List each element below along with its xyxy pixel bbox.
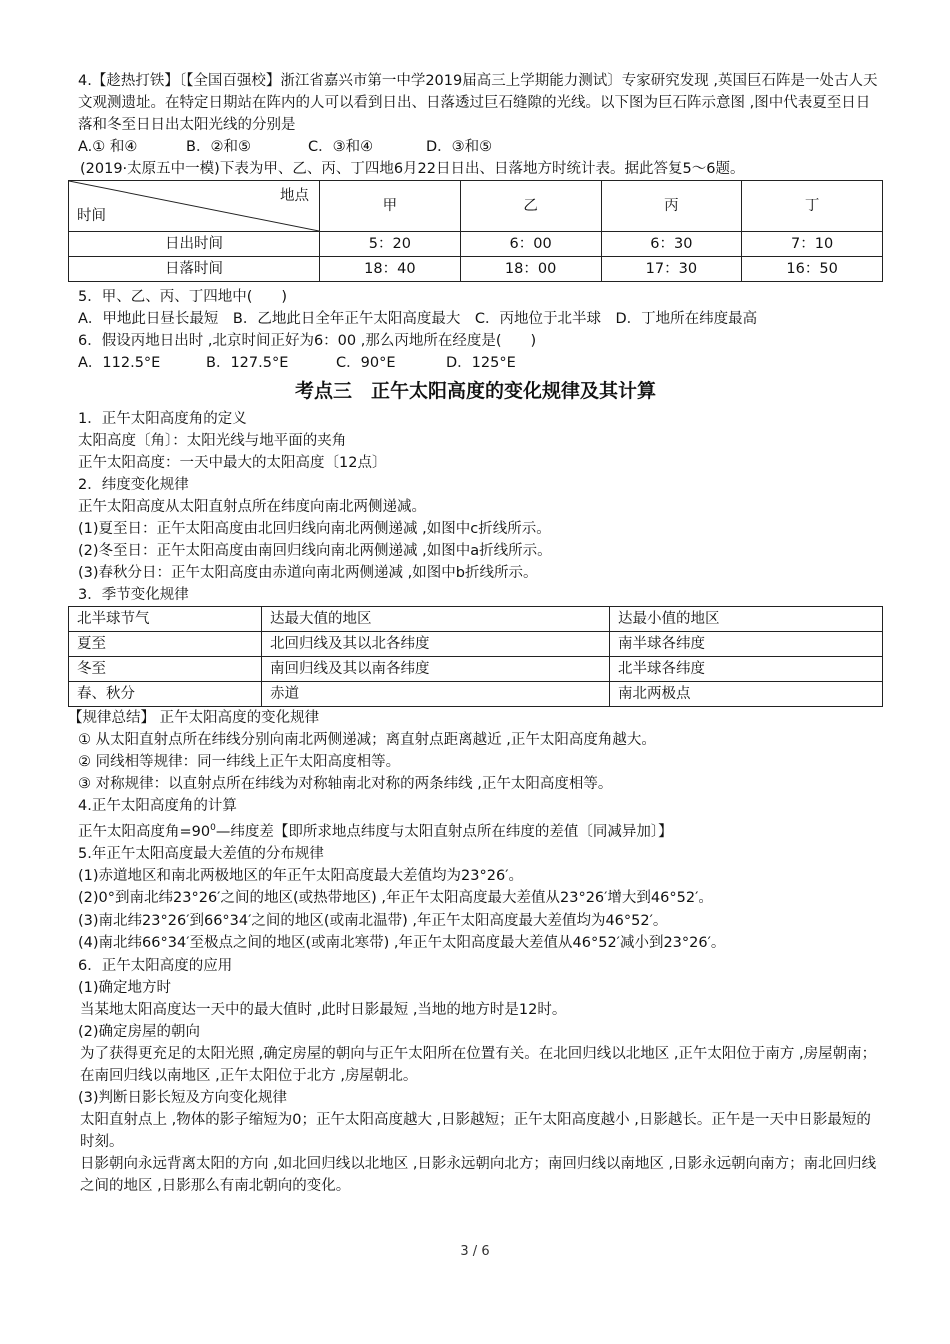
q4-option-c: C．③和④	[308, 139, 374, 155]
s2-line: (2)冬至日：正午太阳高度由南回归线向南北两侧递减 ,如图中a折线所示。	[78, 543, 552, 559]
table-cell: 南回归线及其以南各纬度	[262, 657, 610, 682]
s1-line: 正午太阳高度：一天中最大的太阳高度〔12点〕	[78, 455, 387, 471]
table-cell: 北半球各纬度	[610, 657, 883, 682]
summary-line: ② 同线相等规律：同一纬线上正午太阳高度相等。	[78, 754, 401, 770]
table-cell: 5：20	[320, 232, 461, 257]
q4-options	[68, 136, 883, 158]
s6-sub1-title: (1)确定地方时	[78, 979, 172, 996]
table-row	[69, 657, 883, 682]
s2-line: (1)夏至日：正午太阳高度由北回归线向南北两侧递减 ,如图中c折线所示。	[78, 521, 551, 537]
sunrise-sunset-table	[68, 180, 883, 282]
q4-option-a: A.① 和④	[78, 139, 138, 155]
q4-option-b: B．②和⑤	[186, 139, 251, 155]
place-header: 丙	[601, 181, 742, 232]
s6-sub3-title: (3)判断日影长短及方向变化规律	[78, 1089, 288, 1106]
s6-sub3-text: 太阳直射点上 ,物体的影子缩短为0；正午太阳高度越大 ,日影越短；正午太阳高度越小 ,日影越长。正午是一天中日影最短的时刻。	[80, 1111, 871, 1150]
s5-title: 5.年正午太阳高度最大差值的分布规律	[78, 845, 324, 862]
table-cell: 6：00	[460, 232, 601, 257]
corner-label-time: 时间	[77, 208, 106, 224]
table-row	[69, 232, 883, 257]
table-header: 达最大值的地区	[262, 607, 610, 632]
summary-line: ③ 对称规律：以直射点所在纬线为对称轴南北对称的两条纬线 ,正午太阳高度相等。	[78, 776, 613, 792]
s5-line: (1)赤道地区和南北两极地区的年正午太阳高度最大差值均为23°26′。	[78, 867, 523, 884]
q6-option-c: C．90°E	[336, 355, 396, 371]
table-row	[69, 257, 883, 282]
table-cell: 17：30	[601, 257, 742, 282]
table-cell: 南半球各纬度	[610, 632, 883, 657]
table-header: 达最小值的地区	[610, 607, 883, 632]
table-corner-cell	[69, 181, 320, 232]
s1-line: 太阳高度〔角〕：太阳光线与地平面的夹角	[78, 433, 347, 449]
q5-options: A．甲地此日昼长最短 B．乙地此日全年正午太阳高度最大 C．丙地位于北半球 D．丁地所在纬度最高	[78, 311, 758, 327]
table-cell: 6：30	[601, 232, 742, 257]
q4-option-d: D．③和⑤	[426, 139, 493, 155]
section-title: 考点三 正午太阳高度的变化规律及其计算	[294, 380, 656, 402]
table-cell: 冬至	[69, 657, 262, 682]
s1-title: 1．正午太阳高度角的定义	[78, 411, 247, 427]
q6-options	[68, 352, 883, 374]
table-cell: 7：10	[742, 232, 883, 257]
season-table	[68, 606, 883, 707]
table-row	[69, 632, 883, 657]
row-label: 日出时间	[69, 232, 320, 257]
s6-sub3-text: 日影朝向永远背离太阳的方向 ,如北回归线以北地区 ,日影永远朝向北方；南回归线以南地区 ,日影永远朝向南方；南北回归线之间的地区 ,日影那么有南北朝向的变化。	[80, 1155, 877, 1194]
table-cell: 北回归线及其以北各纬度	[262, 632, 610, 657]
s4-formula	[68, 817, 883, 843]
table-cell: 16：50	[742, 257, 883, 282]
table-header-row	[69, 607, 883, 632]
table-cell: 18：40	[320, 257, 461, 282]
summary-line: ① 从太阳直射点所在纬线分别向南北两侧递减；离直射点距离越近 ,正午太阳高度角越大。	[78, 732, 656, 748]
formula-text: 正午太阳高度角=90	[78, 823, 211, 840]
place-header: 丁	[742, 181, 883, 232]
intro-5-6: (2019·太原五中一模)下表为甲、乙、丙、丁四地6月22日日出、日落地方时统计表。据此答复5～6题。	[80, 161, 745, 177]
q6-option-a: A．112.5°E	[78, 355, 161, 371]
s6-sub1-text: 当某地太阳高度达一天中的最大值时 ,此时日影最短 ,当地的地方时是12时。	[80, 1001, 567, 1018]
s3-title: 3．季节变化规律	[78, 587, 189, 603]
summary-title: 【规律总结】 正午太阳高度的变化规律	[68, 710, 320, 726]
q6-option-b: B．127.5°E	[206, 355, 289, 371]
s2-title: 2．纬度变化规律	[78, 477, 189, 493]
place-header: 乙	[460, 181, 601, 232]
s5-line: (4)南北纬66°34′至极点之间的地区(或南北寒带) ,年正午太阳高度最大差值从46°52′减小到23°26′。	[78, 935, 726, 952]
table-row	[69, 682, 883, 707]
table-cell: 赤道	[262, 682, 610, 707]
s5-line: (2)0°到南北纬23°26′之间的地区(或热带地区) ,年正午太阳高度最大差值从23°26′增大到46°52′。	[78, 890, 713, 907]
s6-title: 6．正午太阳高度的应用	[78, 957, 233, 974]
document-page	[68, 70, 883, 1197]
s4-title: 4.正午太阳高度角的计算	[78, 798, 237, 814]
s6-sub2-text: 为了获得更充足的太阳光照 ,确定房屋的朝向与正午太阳所在位置有关。在北回归线以北地区 ,正午太阳位于南方 ,房屋朝南；在南回归线以南地区 ,正午太阳位于北方 ,房屋朝北。	[80, 1045, 877, 1084]
q4-stem: 4.【趁热打铁】〔【全国百强校】浙江省嘉兴市第一中学2019届高三上学期能力测试〕专家研究发现 ,英国巨石阵是一处古人天文观测遗址。在特定日期站在阵内的人可以看到日出、日落透过巨石缝隙的光线。以下图为巨石阵示意图 ,图中代表夏至日日落和冬至日日出太阳光线的分别是	[78, 73, 878, 133]
page-number: 3 / 6	[460, 1244, 490, 1259]
place-header: 甲	[320, 181, 461, 232]
table-header: 北半球节气	[69, 607, 262, 632]
s2-line: 正午太阳高度从太阳直射点所在纬度向南北两侧递减。	[78, 499, 426, 515]
s5-line: (3)南北纬23°26′到66°34′之间的地区(或南北温带) ,年正午太阳高度最大差值均为46°52′。	[78, 912, 668, 929]
table-cell: 夏至	[69, 632, 262, 657]
q5-stem: 5．甲、乙、丙、丁四地中( )	[78, 289, 288, 305]
formula-text: —纬度差【即所求地点纬度与太阳直射点所在纬度的差值〔同减异加〕】	[215, 823, 673, 840]
degree-superscript: 0	[210, 823, 216, 833]
q6-option-d: D．125°E	[446, 355, 516, 371]
corner-label-place: 地点	[280, 188, 309, 204]
table-cell: 18：00	[460, 257, 601, 282]
row-label: 日落时间	[69, 257, 320, 282]
table-cell: 春、秋分	[69, 682, 262, 707]
q6-stem: 6．假设丙地日出时 ,北京时间正好为6：00 ,那么丙地所在经度是( )	[78, 333, 537, 349]
s2-line: (3)春秋分日：正午太阳高度由赤道向南北两侧递减 ,如图中b折线所示。	[78, 565, 538, 581]
s6-sub2-title: (2)确定房屋的朝向	[78, 1023, 201, 1040]
table-cell: 南北两极点	[610, 682, 883, 707]
